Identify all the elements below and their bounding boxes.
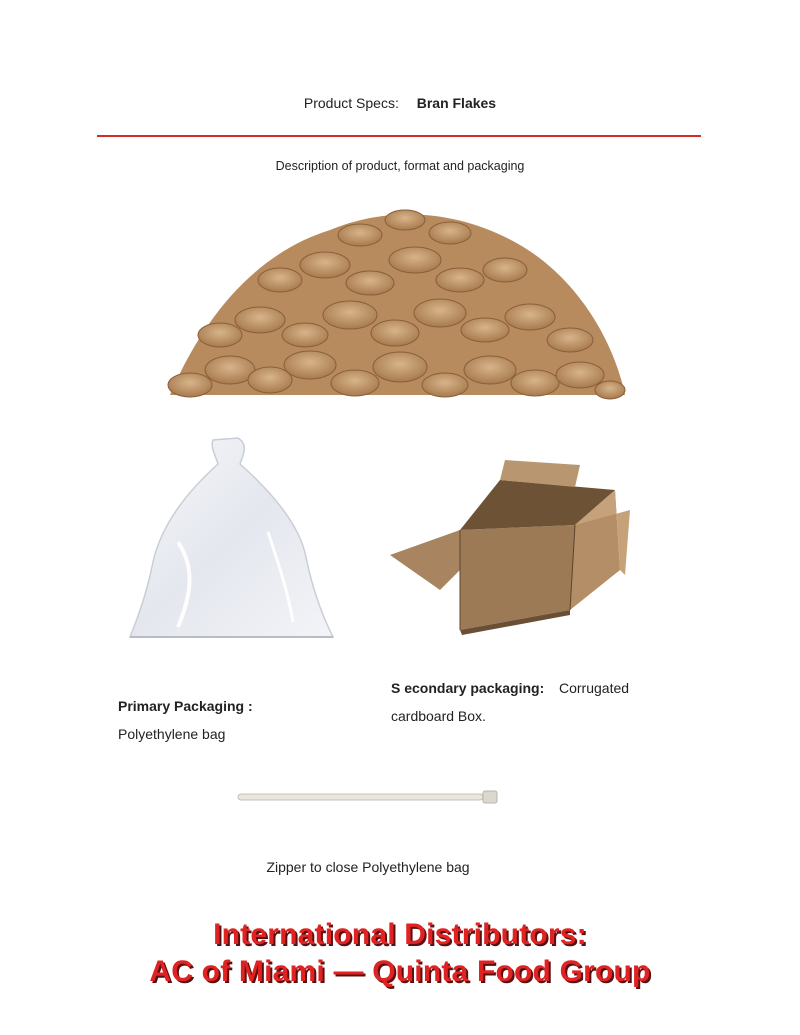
secondary-packaging-text: cardboard Box.	[391, 708, 486, 724]
zip-tie-image	[235, 788, 500, 806]
description-heading: Description of product, format and packaging	[275, 159, 525, 173]
secondary-packaging-title: S econdary packaging:	[391, 680, 545, 696]
secondary-packaging-value: Corrugated	[559, 680, 630, 696]
polyethylene-bag-image	[118, 432, 343, 647]
primary-packaging-title: Primary Packaging :	[118, 698, 253, 714]
zipper-caption: Zipper to close Polyethylene bag	[266, 859, 470, 875]
primary-packaging-text: Polyethylene bag	[118, 726, 226, 742]
bran-flakes-image	[160, 195, 630, 410]
header-divider	[97, 135, 701, 137]
spec-label: Product Specs:	[303, 95, 399, 111]
cardboard-box-image	[380, 455, 640, 635]
product-name: Bran Flakes	[416, 95, 497, 111]
product-spec-line	[0, 95, 800, 111]
footer-line-2: AC of Miami — Quinta Food Group	[149, 955, 651, 988]
footer-line-1: International Distributors:	[213, 918, 587, 951]
